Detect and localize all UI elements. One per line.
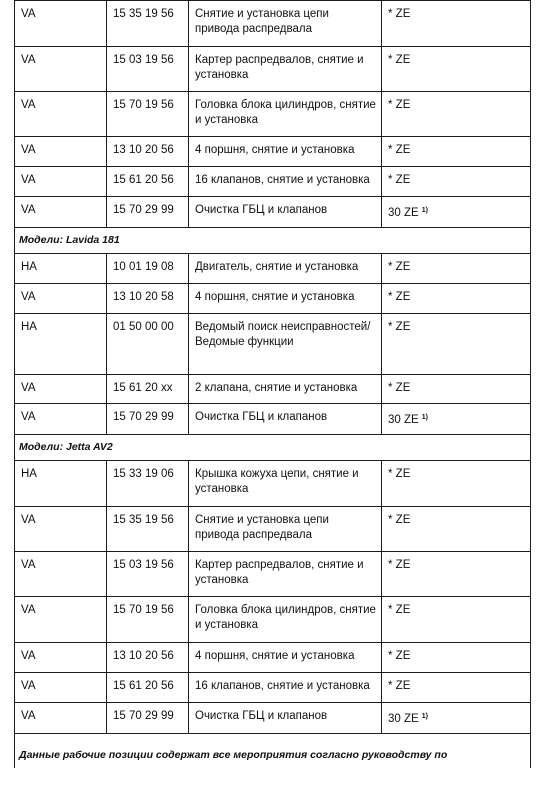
- operation-type-cell: HA: [15, 314, 107, 375]
- operation-type-cell: VA: [15, 552, 107, 597]
- labor-operations-table: [14, 0, 531, 768]
- labor-time-value: * ZE: [388, 8, 411, 20]
- operation-code-cell: 15 61 20 56: [107, 673, 189, 703]
- labor-time-cell: [382, 47, 531, 92]
- labor-time-value: * ZE: [388, 144, 411, 156]
- operation-description-cell: 16 клапанов, снятие и установка: [189, 673, 382, 703]
- labor-time-cell: [382, 254, 531, 284]
- labor-time-cell: [382, 197, 531, 228]
- operation-code-cell: 13 10 20 56: [107, 137, 189, 167]
- operation-description-cell: 4 поршня, снятие и установка: [189, 137, 382, 167]
- operation-code-cell: 13 10 20 58: [107, 284, 189, 314]
- table-row: [15, 507, 531, 552]
- table-row: [15, 167, 531, 197]
- operation-code-cell: 15 70 29 99: [107, 703, 189, 734]
- labor-time-value: * ZE: [388, 261, 411, 273]
- labor-time-cell: [382, 597, 531, 643]
- operation-type-cell: VA: [15, 404, 107, 435]
- operation-type-cell: VA: [15, 137, 107, 167]
- labor-time-value: * ZE: [388, 382, 411, 394]
- operation-code-cell: 10 01 19 08: [107, 254, 189, 284]
- operation-description-cell: Картер распредвалов, снятие и установка: [189, 47, 382, 92]
- labor-time-value: 30 ZE: [388, 713, 419, 725]
- operation-type-cell: VA: [15, 167, 107, 197]
- operation-description-cell: Снятие и установка цепи привода распредвала: [189, 1, 382, 47]
- operation-description-cell: 4 поршня, снятие и установка: [189, 643, 382, 673]
- labor-time-value: * ZE: [388, 650, 411, 662]
- operation-code-cell: 13 10 20 56: [107, 643, 189, 673]
- labor-time-cell: [382, 461, 531, 507]
- labor-time-value: * ZE: [388, 468, 411, 480]
- table-row: [15, 137, 531, 167]
- labor-time-cell: [382, 284, 531, 314]
- operation-code-cell: 15 35 19 56: [107, 1, 189, 47]
- section-header: Модели: Jetta AV2: [15, 435, 531, 461]
- section-header-row: [15, 228, 531, 254]
- table-row: [15, 597, 531, 643]
- operation-description-cell: Головка блока цилиндров, снятие и установка: [189, 92, 382, 137]
- labor-time-value: 30 ZE: [388, 207, 419, 219]
- operation-description-cell: 2 клапана, снятие и установка: [189, 375, 382, 404]
- labor-time-value: * ZE: [388, 291, 411, 303]
- operation-description-cell: 16 клапанов, снятие и установка: [189, 167, 382, 197]
- operation-code-cell: 15 03 19 56: [107, 552, 189, 597]
- labor-time-value: * ZE: [388, 54, 411, 66]
- table-row: [15, 314, 531, 375]
- operation-code-cell: 01 50 00 00: [107, 314, 189, 375]
- footnote-marker: 1): [421, 207, 428, 214]
- operation-description-cell: Картер распредвалов, снятие и установка: [189, 552, 382, 597]
- operation-type-cell: VA: [15, 643, 107, 673]
- table-row: [15, 92, 531, 137]
- footer-row: [15, 734, 531, 769]
- operation-type-cell: VA: [15, 375, 107, 404]
- operation-type-cell: VA: [15, 47, 107, 92]
- labor-time-value: * ZE: [388, 514, 411, 526]
- operation-code-cell: 15 35 19 56: [107, 507, 189, 552]
- table-row: [15, 1, 531, 47]
- table-row: [15, 552, 531, 597]
- operation-code-cell: 15 70 19 56: [107, 92, 189, 137]
- operation-type-cell: VA: [15, 597, 107, 643]
- labor-time-value: * ZE: [388, 680, 411, 692]
- table-row: [15, 47, 531, 92]
- operation-code-cell: 15 70 19 56: [107, 597, 189, 643]
- operation-code-cell: 15 33 19 06: [107, 461, 189, 507]
- footer-note: Данные рабочие позиции содержат все мероприятия согласно руководству по: [15, 734, 531, 769]
- operation-description-cell: Снятие и установка цепи привода распредвала: [189, 507, 382, 552]
- labor-time-value: * ZE: [388, 604, 411, 616]
- table-body: [15, 1, 531, 769]
- operation-description-cell: Очистка ГБЦ и клапанов: [189, 404, 382, 435]
- operation-type-cell: VA: [15, 507, 107, 552]
- labor-time-cell: [382, 703, 531, 734]
- table-row: [15, 404, 531, 435]
- section-header-row: [15, 435, 531, 461]
- table-row: [15, 254, 531, 284]
- footnote-marker: 1): [421, 414, 428, 421]
- operation-type-cell: VA: [15, 703, 107, 734]
- operation-description-cell: Очистка ГБЦ и клапанов: [189, 703, 382, 734]
- labor-time-value: * ZE: [388, 321, 411, 333]
- operation-description-cell: Ведомый поиск неисправностей/Ведомые функции: [189, 314, 382, 375]
- labor-time-cell: [382, 167, 531, 197]
- operation-code-cell: 15 03 19 56: [107, 47, 189, 92]
- labor-time-cell: [382, 375, 531, 404]
- labor-time-cell: [382, 643, 531, 673]
- labor-time-value: * ZE: [388, 559, 411, 571]
- table-row: [15, 375, 531, 404]
- operation-type-cell: VA: [15, 1, 107, 47]
- labor-time-value: * ZE: [388, 99, 411, 111]
- operation-type-cell: HA: [15, 254, 107, 284]
- operation-description-cell: Головка блока цилиндров, снятие и установка: [189, 597, 382, 643]
- labor-time-cell: [382, 404, 531, 435]
- labor-time-cell: [382, 314, 531, 375]
- table-row: [15, 703, 531, 734]
- operation-type-cell: VA: [15, 92, 107, 137]
- operation-type-cell: VA: [15, 673, 107, 703]
- labor-time-cell: [382, 137, 531, 167]
- labor-time-cell: [382, 1, 531, 47]
- labor-time-value: * ZE: [388, 174, 411, 186]
- operation-description-cell: 4 поршня, снятие и установка: [189, 284, 382, 314]
- operation-description-cell: Двигатель, снятие и установка: [189, 254, 382, 284]
- operation-type-cell: VA: [15, 197, 107, 228]
- labor-time-cell: [382, 673, 531, 703]
- table-row: [15, 461, 531, 507]
- labor-time-cell: [382, 92, 531, 137]
- table-row: [15, 643, 531, 673]
- operation-code-cell: 15 61 20 56: [107, 167, 189, 197]
- table-row: [15, 673, 531, 703]
- labor-time-value: 30 ZE: [388, 414, 419, 426]
- table-row: [15, 197, 531, 228]
- operation-description-cell: Очистка ГБЦ и клапанов: [189, 197, 382, 228]
- table-row: [15, 284, 531, 314]
- footnote-marker: 1): [421, 713, 428, 720]
- operation-code-cell: 15 70 29 99: [107, 404, 189, 435]
- operation-code-cell: 15 61 20 xx: [107, 375, 189, 404]
- labor-time-cell: [382, 507, 531, 552]
- operation-type-cell: VA: [15, 284, 107, 314]
- labor-time-cell: [382, 552, 531, 597]
- operation-type-cell: HA: [15, 461, 107, 507]
- operation-code-cell: 15 70 29 99: [107, 197, 189, 228]
- section-header: Модели: Lavida 181: [15, 228, 531, 254]
- operation-description-cell: Крышка кожуха цепи, снятие и установка: [189, 461, 382, 507]
